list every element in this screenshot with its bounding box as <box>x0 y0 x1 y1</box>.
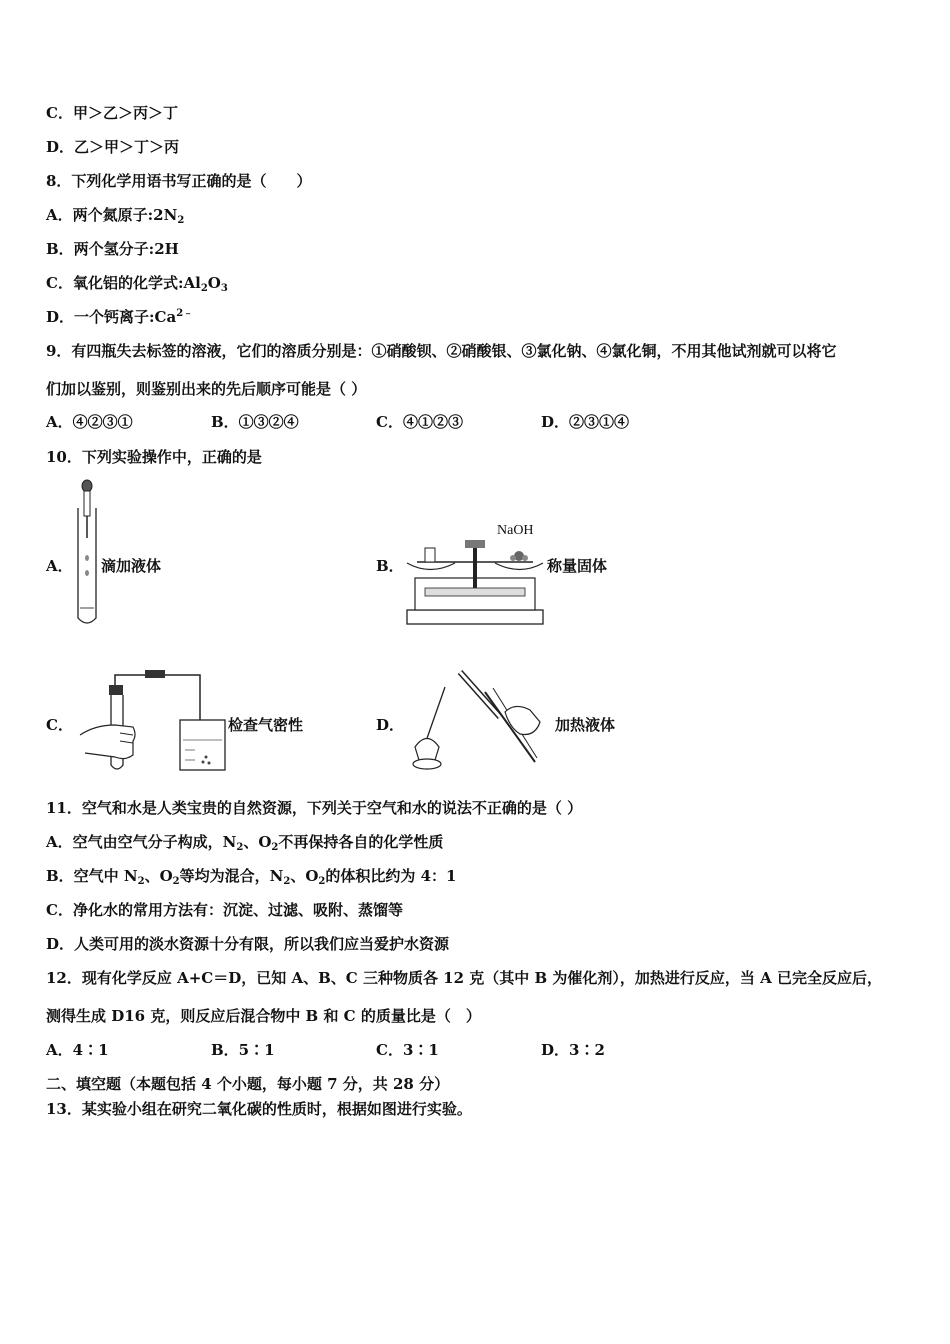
q10-option-b-caption: 称量固体 <box>547 557 608 575</box>
q7-option-c: C．甲＞乙＞丙＞丁 <box>46 104 178 122</box>
q10-option-a-label: A． <box>46 557 73 575</box>
q11-stem: 11．空气和水是人类宝贵的自然资源，下列关于空气和水的说法不正确的是（ ） <box>46 799 583 817</box>
q10-option-d-label: D． <box>376 716 405 734</box>
q11-option-a: A．空气由空气分子构成，$N_2$、$O_2$不再保持各自的化学性质 <box>46 833 444 853</box>
q10-option-c-caption: 检查气密性 <box>228 716 304 734</box>
q11-option-b: B．空气中 $N_2$、$O_2$等均为混合，$N_2$、$O_2$的体积比约为 4：1 <box>46 867 457 887</box>
q11-option-d: D．人类可用的淡水资源十分有限，所以我们应当爱护水资源 <box>46 935 450 953</box>
q8-option-d: D．一个钙离子$:Ca^{2﹣}$ <box>46 308 194 326</box>
q10-option-c-label: C． <box>46 716 73 734</box>
q10-stem: 10．下列实验操作中，正确的是 <box>46 448 262 466</box>
heating-liquid-figure <box>405 662 550 777</box>
q9-option-c: C．④①②③ <box>376 413 463 431</box>
q13-stem: 13．某实验小组在研究二氧化碳的性质时，根据如图进行实验。 <box>46 1100 472 1118</box>
q12-option-a: A．4∶1 <box>46 1041 109 1059</box>
q8-option-b: B．两个氢分子:2H <box>46 240 179 258</box>
q9-stem-line1: 9．有四瓶失去标签的溶液，它们的溶质分别是：①硝酸钡、②硝酸银、③氯化钠、④氯化铜，不用其他试剂就可以将它 <box>46 342 837 360</box>
q10-option-b-label: B． <box>376 557 404 575</box>
q8-stem: 8．下列化学用语书写正确的是（ ） <box>46 172 312 190</box>
q9-option-d: D．②③①④ <box>541 413 630 431</box>
q9-option-a: A．④②③① <box>46 413 133 431</box>
airtightness-check-figure <box>75 665 235 775</box>
q11-option-c: C．净化水的常用方法有：沉淀、过滤、吸附、蒸馏等 <box>46 901 403 919</box>
q12-option-d: D．3∶2 <box>541 1041 605 1059</box>
q10-option-d-caption: 加热液体 <box>555 716 616 734</box>
q12-option-c: C．3∶1 <box>376 1041 439 1059</box>
q9-stem-line2: 们加以鉴别，则鉴别出来的先后顺序可能是（ ） <box>46 380 367 398</box>
balance-scale-figure <box>405 518 545 628</box>
section2-heading: 二、填空题（本题包括 4 个小题，每小题 7 分，共 28 分） <box>46 1075 450 1093</box>
q12-stem-line2: 测得生成 D16 克，则反应后混合物中 B 和 C 的质量比是（ ） <box>46 1007 481 1025</box>
q9-option-b: B．①③②④ <box>211 413 299 431</box>
q8-option-c: C．氧化铝的化学式$:Al_2O_3$ <box>46 274 228 294</box>
q7-option-d: D．乙＞甲＞丁＞丙 <box>46 138 180 156</box>
dropper-in-test-tube-figure <box>70 478 100 628</box>
q12-stem-line1: 12．现有化学反应 A+C＝D，已知 A、B、C 三种物质各 12 克（其中 B 为催化剂），加热进行反应，当 A 已完全反应后， <box>46 969 882 987</box>
q8-option-a: A．两个氮原子$:2N_2$ <box>46 206 185 226</box>
q10-option-a-caption: 滴加液体 <box>101 557 162 575</box>
naoh-label: NaOH <box>497 523 534 538</box>
q12-option-b: B．5∶1 <box>211 1041 275 1059</box>
